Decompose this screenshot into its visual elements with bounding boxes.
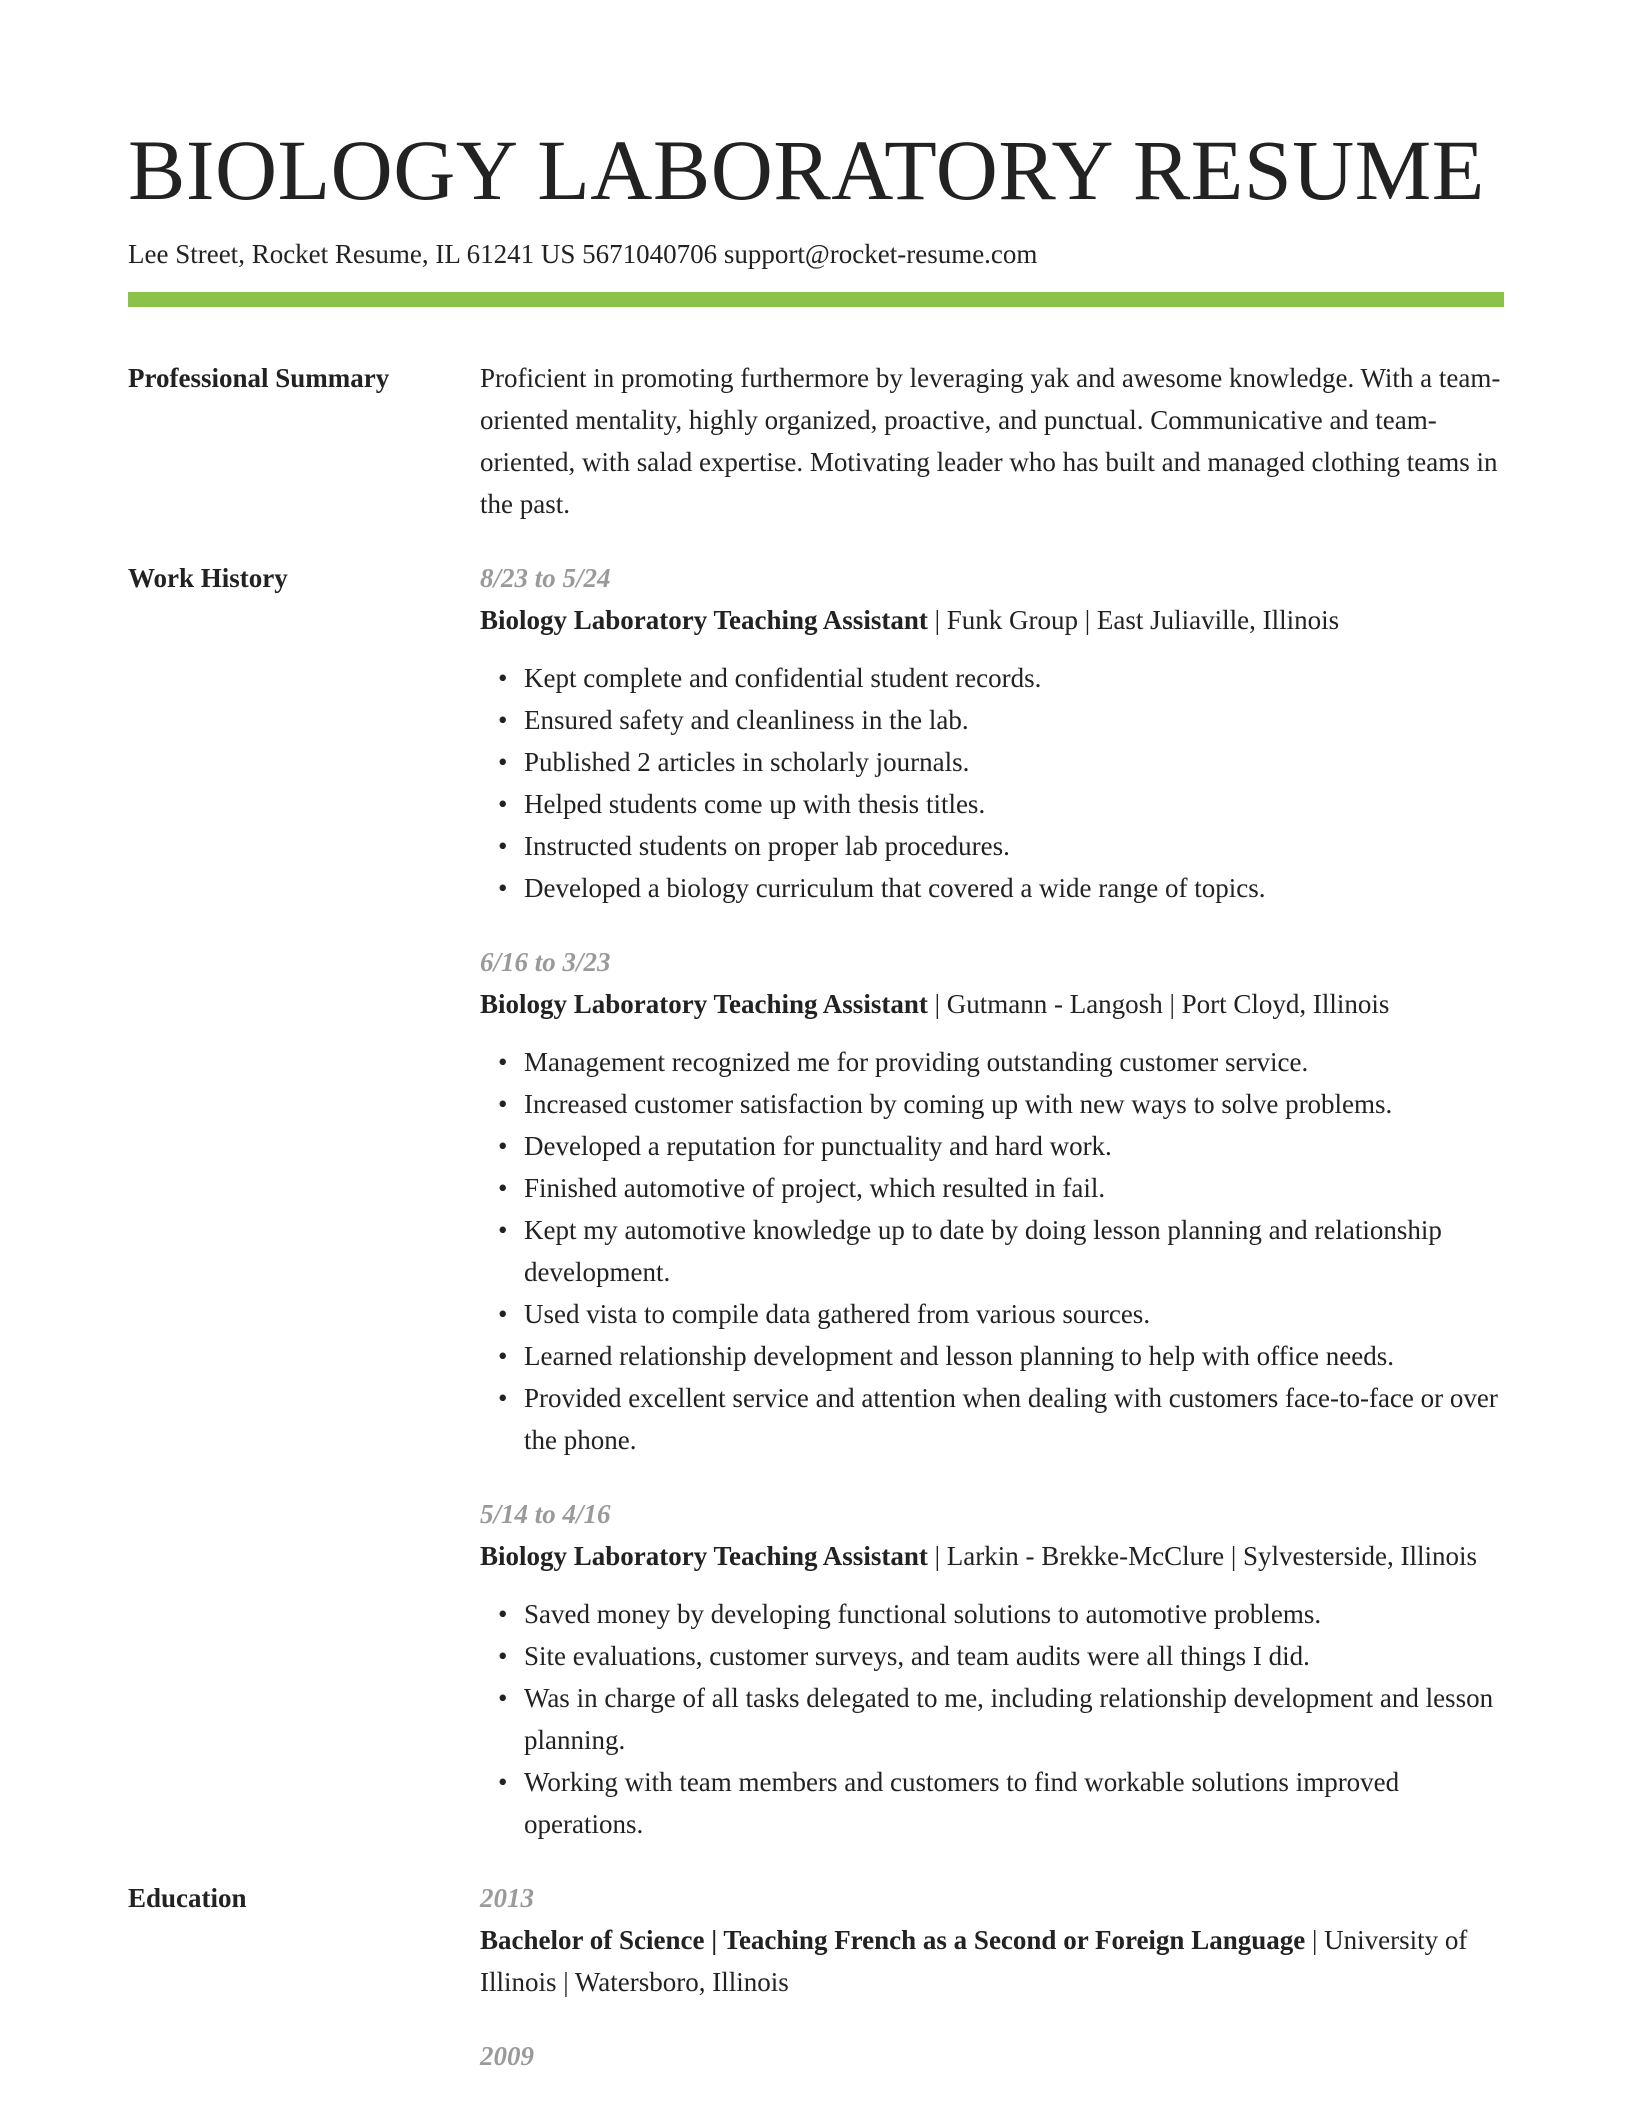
job-details: | Larkin - Brekke-McClure | Sylvesterside, Illinois (927, 1541, 1478, 1571)
job-dates: 8/23 to 5/24 (480, 563, 611, 593)
education-body (480, 1877, 1504, 2109)
job-role: Biology Laboratory Teaching Assistant (480, 1541, 928, 1571)
bullet-item: • Instructed students on proper lab procedures. (524, 825, 1504, 867)
bullet-item: • Increased customer satisfaction by coming up with new ways to solve problems. (524, 1083, 1504, 1125)
bullet-item: • Saved money by developing functional solutions to automotive problems. (524, 1593, 1504, 1635)
job-entry (480, 557, 1504, 909)
job-details: | Gutmann - Langosh | Port Cloyd, Illinois (927, 989, 1390, 1019)
summary-text: Proficient in promoting furthermore by leveraging yak and awesome knowledge. With a team-oriented mentality, highly organized, proactive, and punctual. Communicative and team-oriented, with salad expertise. Motivating leader who has built and managed clothing teams in the past. (480, 363, 1501, 519)
bullet-item: • Working with team members and customers to find workable solutions improved operations. (524, 1761, 1504, 1845)
accent-divider (128, 292, 1504, 307)
education-details: | University of Illinois | Watersboro, Illinois (480, 1925, 1468, 1997)
bullet-item: • Kept complete and confidential student records. (524, 657, 1504, 699)
section-label-education: Education (128, 1883, 247, 1913)
education-entry (480, 2035, 1504, 2077)
resume-title: BIOLOGY LABORATORY RESUME (128, 122, 1485, 218)
job-role: Biology Laboratory Teaching Assistant (480, 605, 928, 635)
job-dates: 5/14 to 4/16 (480, 1499, 611, 1529)
job-bullets (480, 1041, 1504, 1461)
job-entry (480, 941, 1504, 1461)
bullet-item: • Management recognized me for providing outstanding customer service. (524, 1041, 1504, 1083)
bullet-item: • Published 2 articles in scholarly journals. (524, 741, 1504, 783)
job-role: Biology Laboratory Teaching Assistant (480, 989, 928, 1019)
section-label-work: Work History (128, 563, 288, 593)
bullet-item: • Site evaluations, customer surveys, and team audits were all things I did. (524, 1635, 1504, 1677)
resume-page (128, 118, 1504, 2109)
bullet-item: • Ensured safety and cleanliness in the lab. (524, 699, 1504, 741)
bullet-item: • Developed a reputation for punctuality and hard work. (524, 1125, 1504, 1167)
contact-line: Lee Street, Rocket Resume, IL 61241 US 5671040706 support@rocket-resume.com (128, 239, 1038, 269)
bullet-item: • Learned relationship development and lesson planning to help with office needs. (524, 1335, 1504, 1377)
bullet-item: • Used vista to compile data gathered from various sources. (524, 1293, 1504, 1335)
job-heading (480, 983, 1504, 1025)
work-history-section (128, 557, 1504, 1845)
education-entry (480, 1877, 1504, 2003)
job-dates: 6/16 to 3/23 (480, 947, 611, 977)
bullet-item: • Developed a biology curriculum that covered a wide range of topics. (524, 867, 1504, 909)
education-degree: Bachelor of Science | Teaching French as a Second or Foreign Language (480, 1925, 1306, 1955)
bullet-item: • Provided excellent service and attention when dealing with customers face-to-face or over the phone. (524, 1377, 1504, 1461)
education-year: 2013 (480, 1883, 534, 1913)
education-heading (480, 1919, 1504, 2003)
job-entry (480, 1493, 1504, 1845)
job-heading (480, 1535, 1504, 1577)
bullet-item: • Kept my automotive knowledge up to date by doing lesson planning and relationship development. (524, 1209, 1504, 1293)
job-bullets (480, 657, 1504, 909)
job-details: | Funk Group | East Juliaville, Illinois (927, 605, 1340, 635)
summary-section (128, 357, 1504, 525)
section-label-summary: Professional Summary (128, 363, 390, 393)
bullet-item: • Helped students come up with thesis titles. (524, 783, 1504, 825)
job-heading (480, 599, 1504, 641)
education-section (128, 1877, 1504, 2109)
bullet-item: • Finished automotive of project, which resulted in fail. (524, 1167, 1504, 1209)
job-bullets (480, 1593, 1504, 1845)
bullet-item: • Was in charge of all tasks delegated to me, including relationship development and lesson planning. (524, 1677, 1504, 1761)
work-history-body (480, 557, 1504, 1845)
education-year: 2009 (480, 2041, 534, 2071)
